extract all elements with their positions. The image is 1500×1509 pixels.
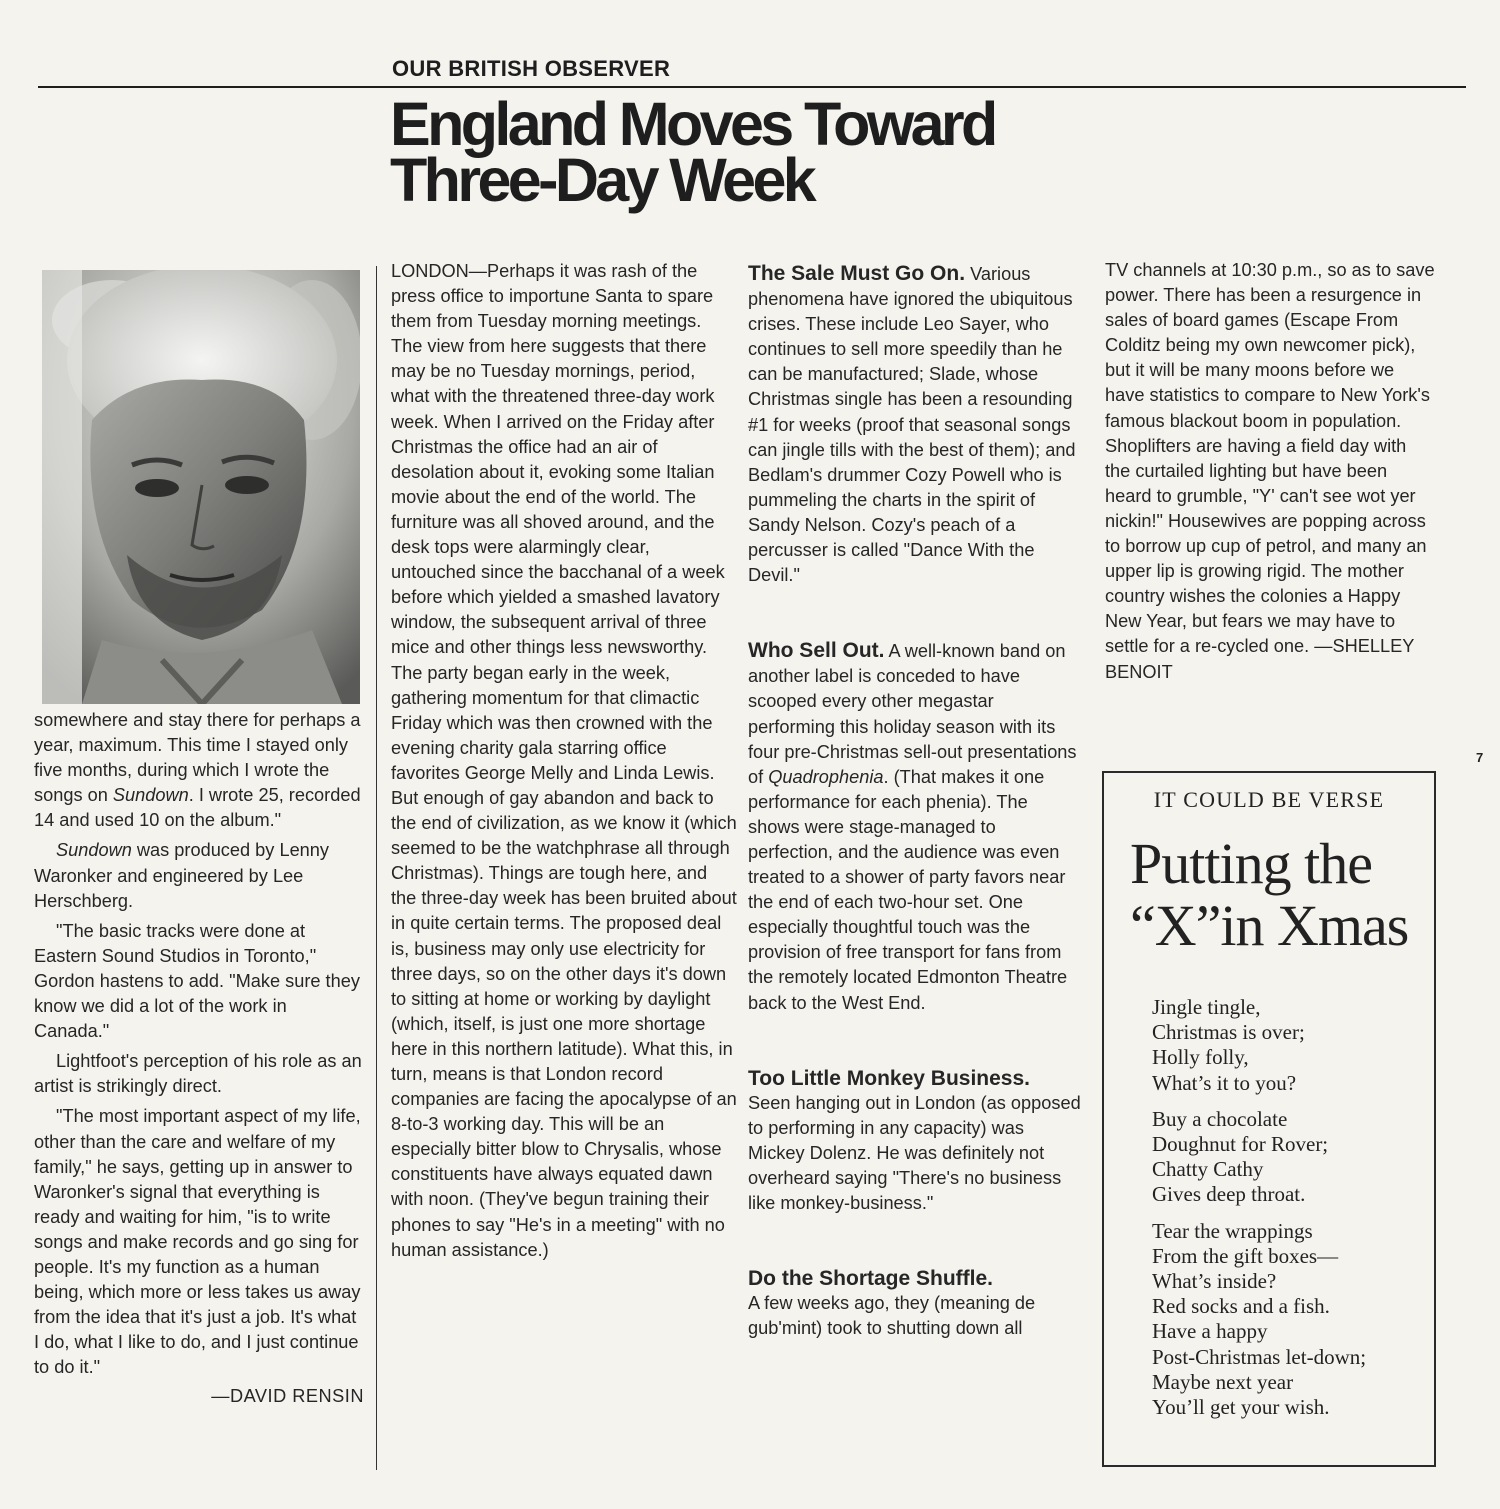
col2-body: LONDON—Perhaps it was rash of the press office to importune Santa to spare them from Tuesday morning meetings. The view from here suggests that there may be no Tuesday mornings, period, what with the threatened three-day work week. When I arrived on the Friday after Christmas the office had an air of desolation about it, evoking some Italian movie about the end of the world. The furniture was all shoved around, and the desk tops were alarmingly clear, untouched since the bacchanal of a week before which yielded a smashed lavatory window, the subsequent arrival of three mice and other things less newsworthy. The party began early in the week, gathering momentum for that climactic Friday which was then crowned with the evening charity gala starring office favorites George Melly and Linda Lewis. But enough of gay abandon and back to the end of civilization, as we know it (which seemed to be the watchphrase all through Christmas). Things are tough here, and the three-day week has been bruited about in quite certain terms. The proposed deal is, business may only use electricity for three days, so on the other days it's down to sitting at home or working by daylight (which, itself, is just one more shortage here in this northern latitude). What this, in turn, means is that London record companies are facing the apocalypse of an 8-to-3 working day. This will be an especially bitter blow to Chrysalis, whose constituents have always equated dawn with noon. (They've begun training their phones to say "He's in a meeting" with no human assistance.) (391, 261, 737, 1260)
section-sale-must-go-on (748, 261, 1083, 588)
section-body-end: . (That makes it one performance for each phenia). The shows were stage-managed to perfection, and the audience was even treated to a shower of party favors near the end of each two-hour set. One especially thoughtful touch was the provision of free transport for fans from the remotely located Edmonton Theatre back to the West End. (748, 766, 1068, 1013)
col1-p2-text: was produced by Lenny Waronker and engineered by Lee Herschberg. (34, 840, 330, 911)
section-body: A well-known band on another label is conceded to have scooped every other megastar performing this holiday season with its four pre-Christmas sell-out presentations of (748, 641, 1077, 787)
section-shortage-shuffle (748, 1266, 1083, 1341)
page-number: 7 (1476, 750, 1484, 765)
poem-line: What’s it to you? (1152, 1070, 1297, 1095)
verse-title-line-2: “X”in Xmas (1130, 893, 1409, 958)
poem-line: Gives deep throat. (1152, 1182, 1306, 1207)
poem-line: Doughnut for Rover; (1152, 1132, 1329, 1157)
stanza-2 (1152, 1107, 1422, 1208)
stanza-3 (1152, 1219, 1422, 1421)
section-heading: Who Sell Out. (748, 639, 885, 663)
headline-line-1: England Moves Toward (390, 90, 995, 158)
headline (390, 90, 995, 214)
column-3 (748, 261, 1083, 1341)
col4-text: TV channels at 10:30 p.m., so as to save power. There has been a resurgence in sales of board games (Escape From Colditz being my own newcomer pick), but it will be many moons before we have statistics to compare to New York's famous blackout boom in population. Shoplifters are having a field day with the curtailed lighting but have been heard to grumble, "Y' can't see wot yer nickin!" Housewives are popping across to borrow up cup of petrol, and many an upper lip is growing rigid. The mother country wishes the colonies a Happy New Year, but fears we may have to settle for a re-cycled one. (1105, 260, 1435, 657)
column-1 (34, 708, 364, 1410)
poem-line: You’ll get your wish. (1152, 1395, 1330, 1420)
portrait-photo (42, 270, 360, 704)
col1-p1-text: somewhere and stay there for perhaps a year, maximum. This time I stayed only five months, during which I wrote the songs on (34, 710, 361, 806)
section-kicker: OUR BRITISH OBSERVER (392, 56, 671, 81)
verse-title-line-1: Putting the (1130, 831, 1372, 896)
col4-byline: —SHELLEY BENOIT (1105, 636, 1415, 682)
poem-line: From the gift boxes— (1152, 1243, 1339, 1268)
column-divider (376, 266, 377, 1470)
poem-line: Buy a chocolate (1152, 1106, 1288, 1131)
section-heading: Do the Shortage Shuffle. (748, 1267, 994, 1291)
col4-body (1105, 258, 1435, 685)
poem-line: Post-Christmas let-down; (1152, 1344, 1367, 1369)
section-body: Various phenomena have ignored the ubiquitous crises. These include Leo Sayer, who continues to sell more speedily than he can be manufactured; Slade, whose Christmas single has been a resounding #1 for weeks (proof that seasonal songs can jingle tills with the best of them); and Bedlam's drummer Cozy Powell who is pummeling the charts in the spirit of Sandy Nelson. Cozy's peach of a percusser is called "Dance With the Devil." (748, 264, 1076, 586)
col1-byline: —DAVID RENSIN (211, 1386, 364, 1407)
section-who-sell-out (748, 638, 1083, 1015)
stanza-1 (1152, 995, 1422, 1096)
poem-line: Have a happy (1152, 1319, 1268, 1344)
column-4 (1105, 258, 1435, 685)
col1-p1-end: . I wrote 25, recorded 14 and used 10 on the album." (34, 785, 361, 831)
col1-p1-italic: Sundown (112, 785, 189, 806)
col1-p2-italic: Sundown (56, 840, 132, 861)
column-2 (391, 259, 737, 1263)
section-monkey-business (748, 1066, 1083, 1217)
section-body: Seen hanging out in London (as opposed to performing in any capacity) was Mickey Dolenz. He was definitely not overheard saying "There's no business like monkey-business." (748, 1092, 1081, 1214)
verse-sidebar (1102, 771, 1436, 1467)
col1-paragraph-2 (34, 838, 364, 913)
poem-line: Tear the wrappings (1152, 1218, 1313, 1243)
poem-line: Christmas is over; (1152, 1020, 1305, 1045)
poem-line: Maybe next year (1152, 1369, 1294, 1394)
section-italic: Quadrophenia (768, 766, 884, 787)
poem-line: What’s inside? (1152, 1269, 1277, 1294)
col1-paragraph-5: "The most important aspect of my life, other than the care and welfare of my family," he says, getting up in answer to Waronker's signal that everything is ready and waiting for him, "is to write songs and make records and go sing for people. It's my function as a human being, which more or less takes us away from the idea that it's just a job. It's what I do, what I like to do, and I just continue to do it." (34, 1106, 361, 1378)
section-heading: The Sale Must Go On. (748, 262, 966, 285)
col1-paragraph-1 (34, 708, 364, 833)
poem (1152, 995, 1422, 1431)
headline-line-2: Three-Day Week (390, 146, 814, 214)
section-body: A few weeks ago, they (meaning de gub'mint) took to shutting down all (748, 1293, 1036, 1339)
poem-line: Jingle tingle, (1152, 995, 1261, 1019)
poem-line: Chatty Cathy (1152, 1157, 1264, 1182)
verse-kicker: IT COULD BE VERSE (1153, 787, 1385, 812)
col1-paragraph-4: Lightfoot's perception of his role as an artist is strikingly direct. (34, 1051, 362, 1097)
col1-paragraph-3: "The basic tracks were done at Eastern Sound Studios in Toronto," Gordon hastens to add. "Make sure they know we did a lot of the work in Canada." (34, 920, 360, 1042)
poem-line: Red socks and a fish. (1152, 1294, 1330, 1319)
section-heading: Too Little Monkey Business. (748, 1066, 1030, 1090)
poem-line: Holly folly, (1152, 1045, 1249, 1070)
header-rule (38, 86, 1466, 88)
verse-title (1130, 833, 1430, 957)
portrait-illustration (42, 270, 360, 704)
